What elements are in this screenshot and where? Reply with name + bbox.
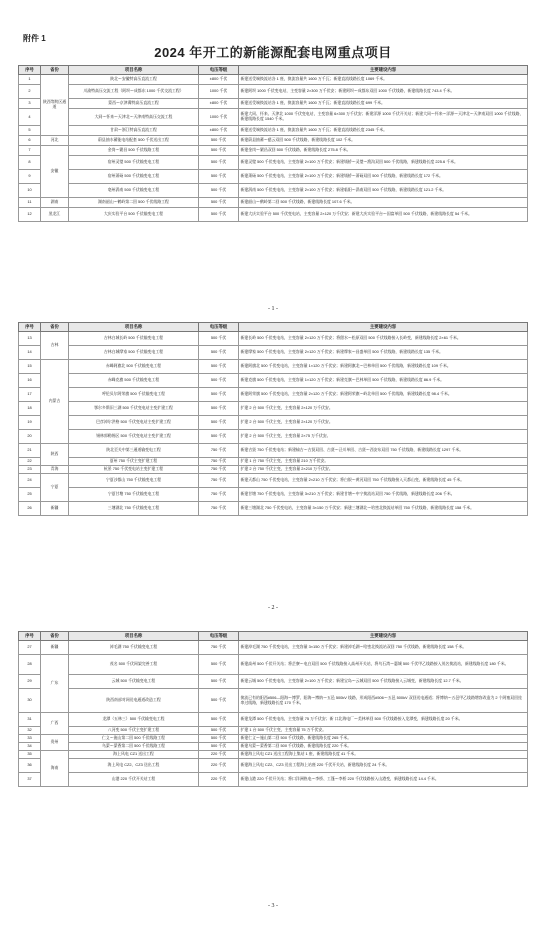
table-row [19,466,528,474]
table-row [19,126,528,136]
construction-content: 扩建 2 台 500 千伏主变，主变容量 2×120 万千伏安。 [239,402,528,416]
province-cell: 新疆 [41,502,69,516]
project-name: 大庆实验平台 500 千伏输变电工程 [69,208,199,222]
column-header: 省份 [41,323,69,332]
row-number: 13 [19,332,41,346]
province-cell: 宁夏 [41,474,69,502]
project-name: 湖南韶山～鹤岭第二回 500 千伏线路工程 [69,198,199,208]
row-number: 36 [19,759,41,773]
table-row [19,689,528,713]
voltage-level: 750 千伏 [199,488,239,502]
column-header: 主要建设内容 [239,323,528,332]
row-number: 1 [19,75,41,85]
construction-content: 新建大庆实验平台 500 千伏变电站，主变容量 2×120 万千伏安；新建大庆实验平台～国富单回 500 千伏线路，新建线路长度 54 千米。 [239,208,528,222]
row-number: 20 [19,430,41,444]
table-row [19,474,528,488]
table-row [19,773,528,787]
construction-content: 新建阿坝 1000 千伏变电站，主变容量 2×300 万千伏安；新建阿坝～成都东双回 1000 千伏线路，新建线路长度 743.4 千米。 [239,85,528,99]
project-name: 吉林白城长岭 500 千伏输变电工程 [69,332,199,346]
voltage-level: 500 千伏 [199,430,239,444]
projects-table [18,631,528,787]
table-row [19,502,528,516]
table-row [19,99,528,109]
voltage-level: 500 千伏 [199,713,239,727]
construction-content: 新建乌蒙～蒙香第二回 500 千伏线路，新建线路长度 220 千米。 [239,743,528,751]
voltage-level: 500 千伏 [199,655,239,675]
construction-content: 新建云城 500 千伏变电站，主变容量 2×100 万千伏安；新建宝岛～云城双回 500 千伏线路接入云城变，新建线路长度 12.7 千米。 [239,675,528,689]
table-row [19,170,528,184]
project-name: 云城 500 千伏输变电工程 [69,675,199,689]
row-number: 24 [19,474,41,488]
row-number: 6 [19,136,41,146]
table-row [19,735,528,743]
province-cell: 陕西 [41,444,69,466]
project-name: 蒙西～京津冀特高压直流工程 [69,99,199,109]
construction-content: 新建克旗 500 千伏变电站，主变容量 1×120 万千伏安；新建克旗～巴林单回 500 千伏线路，新建线路长度 86.9 千米。 [239,374,528,388]
project-name: 陕北～安徽特高压直流工程 [69,75,199,85]
construction-content: 新建萧砀 500 千伏变电站，主变容量 2×100 万千伏安；新建埇桥～萧砀双回 500 千伏线路，新建线路长度 172 千米。 [239,170,528,184]
voltage-level: 500 千伏 [199,184,239,198]
province-cell: 黑龙江 [41,208,69,222]
column-header: 项目名称 [69,66,199,75]
table-row [19,655,528,675]
row-number: 5 [19,126,41,136]
project-name: 甘肃～浙江特高压直流工程 [69,126,199,136]
row-number: 33 [19,735,41,743]
column-header: 电压等级 [199,632,239,641]
province-cell: 广东 [41,655,69,713]
row-number: 8 [19,156,41,170]
table-row [19,430,528,444]
project-name: 海上风电 CZ2、CZ3 送出工程 [69,759,199,773]
province-cell: 内蒙古 [41,360,69,444]
row-number: 34 [19,743,41,751]
row-number: 10 [19,184,41,198]
row-number: 3 [19,99,41,109]
voltage-level: 500 千伏 [199,156,239,170]
table-row [19,346,528,360]
table-row [19,109,528,126]
project-name: 锡林郭勒锡区 500 千伏变电站主变扩建工程 [69,430,199,444]
project-name: 呼伦贝尔阿荣旗 500 千伏输变电工程 [69,388,199,402]
project-name: 杭景 750 千伏变电站主变扩建工程 [69,466,199,474]
project-name: 吉林白城摩家 500 千伏输变电工程 [69,346,199,360]
construction-content: 新建送受端换流站各 1 座，换流容量共 1600 万千瓦；新建直流线路长度 1069 千米。 [239,75,528,85]
column-header: 电压等级 [199,323,239,332]
voltage-level: 750 千伏 [199,458,239,466]
construction-content: 新建龙潭 500 千伏变电站，主变容量 75 万千伏安；新 口北海电厂～美林单回 500 千伏线路接入龙潭变，新建线路长度 20 千米。 [239,713,528,727]
row-number: 32 [19,727,41,735]
row-number: 16 [19,374,41,388]
voltage-level: 220 千伏 [199,773,239,787]
project-name: 陕北至关中第三通道输变电工程 [69,444,199,458]
row-number: 22 [19,458,41,466]
table-header-row [19,66,528,75]
construction-content: 新建仁义～施山第二回 500 千伏线路，新建线路长度 265 千米。 [239,735,528,743]
province-cell: 湖南 [41,198,69,208]
table-row [19,156,528,170]
province-cell: 新疆 [41,641,69,655]
voltage-level: 500 千伏 [199,360,239,374]
row-number: 30 [19,689,41,713]
construction-content: 新建送受端换流站各 1 座，换流容量共 1600 万千瓦；新建直流线路长度 2345 千米。 [239,126,528,136]
construction-content: 新建海上风电 CZ1 送出工程海上集站 1 座，新建线路长度 41 千米。 [239,751,528,759]
row-number: 26 [19,502,41,516]
voltage-level: 500 千伏 [199,136,239,146]
table-row [19,360,528,374]
table-row [19,332,528,346]
project-name: 宁夏甘塘 750 千伏输变电工程 [69,488,199,502]
table-row [19,751,528,759]
construction-content: 新建韶山～鹤岭第二回 500 千伏线路，新建线路长度 107.6 千米。 [239,198,528,208]
voltage-level: 500 千伏 [199,332,239,346]
column-header: 主要建设内容 [239,66,528,75]
construction-content: 新建金岗～繁昌双回 500 千伏线路，新建线路长度 275.8 千米。 [239,146,528,156]
project-name: 八河变 500 千伏主变扩建工程 [69,727,199,735]
table-section-2 [18,322,527,516]
row-number: 29 [19,675,41,689]
project-name: 蔚县抽水蓄能电站配套 500 千伏送出工程 [69,136,199,146]
project-name: 乌蒙～蒙香第二回 500 千伏线路工程 [69,743,199,751]
construction-content: 新建蔚县抽蓄～慈云双回 500 千伏线路，新建线路长度 102 千米。 [239,136,528,146]
voltage-level: 500 千伏 [199,675,239,689]
construction-content: 扩建 2 台 500 千伏主变，主变容量 2×120 万千伏安。 [239,416,528,430]
project-name: 淖毛湖 750 千伏输变电工程 [69,641,199,655]
construction-content: 新建高州 500 千伏开关站；将芷寮～电白双回 500 千伏线路接入高州开关站，将鸟石湾～惠城 500 千伏甲乙线路接入茂名换流站，新建线路长度 180 千米。 [239,655,528,675]
construction-content: 扩建 1 台 750 千伏主变，主变容量 210 万千伏安。 [239,458,528,466]
construction-content: 新建淖毛湖 750 千伏变电站，主变容量 3×150 万千伏安；新建淖毛湖～哈密北换流站双回 750 千伏线路，新建线路长度 158 千米。 [239,641,528,655]
voltage-level: 500 千伏 [199,346,239,360]
voltage-level: 750 千伏 [199,502,239,516]
attachment-label: 附件 1 [23,34,46,43]
construction-content: 新建阿旗北 500 千伏变电站，主变容量 1×120 万千伏安；新建阿旗北～巴林单回 500 千伏线路，新建线路长度 109 千米。 [239,360,528,374]
voltage-level: 500 千伏 [199,198,239,208]
voltage-level: 500 千伏 [199,374,239,388]
province-cell: 贵州 [41,735,69,751]
project-name: 赤峰阿旗北 500 千伏输变电工程 [69,360,199,374]
voltage-level: 220 千伏 [199,759,239,773]
project-name: 陕西南部对网送电通道改造工程 [69,689,199,713]
project-name: 宿州萧砀 500 千伏输变电工程 [69,170,199,184]
table-row [19,85,528,99]
column-header: 省份 [41,66,69,75]
table-row [19,146,528,156]
document-title: 2024 年开工的新能源配套电网重点项目 [154,45,392,60]
row-number: 19 [19,416,41,430]
table-row [19,444,528,458]
column-header: 序号 [19,632,41,641]
project-name: 川渝特高压交流工程（阿坝～成都东 1000 千伏交流工程） [69,85,199,99]
province-cell: 陕西等跨区通道 [41,75,69,136]
voltage-level: ±800 千伏 [199,99,239,109]
table-section-1 [18,65,527,222]
row-number: 17 [19,388,41,402]
construction-content: 扩建 1 台 500 千伏主变，主变容量 75 万千伏安。 [239,727,528,735]
column-header: 序号 [19,66,41,75]
project-name: 鄂尔多斯旧三湖 500 千伏变电站主变扩建工程 [69,402,199,416]
table-row [19,388,528,402]
page-number: - 2 - [268,605,278,611]
column-header: 项目名称 [69,323,199,332]
construction-content: 新建摩家 500 千伏变电站，主变容量 2×120 万千伏安；新建摩家～昌盛单回 500 千伏线路，新建线路长度 135 千米。 [239,346,528,360]
province-cell: 河北 [41,136,69,146]
voltage-level: 750 千伏 [199,444,239,458]
row-number: 9 [19,170,41,184]
voltage-level: 500 千伏 [199,170,239,184]
province-cell: 安徽 [41,146,69,198]
row-number: 4 [19,109,41,126]
table-row [19,488,528,502]
table-row [19,641,528,655]
project-name: 海上风电 CZ1 送出工程 [69,751,199,759]
row-number: 37 [19,773,41,787]
row-number: 35 [19,751,41,759]
table-row [19,458,528,466]
project-name: 巴彦淖尔洪格 500 千伏变电站主变扩建工程 [69,416,199,430]
column-header: 项目名称 [69,632,199,641]
project-name: 大同～怀来～天津北～天津南特高压交流工程 [69,109,199,126]
project-name: 宿州灵璧 500 千伏输变电工程 [69,156,199,170]
row-number: 28 [19,655,41,675]
voltage-level: 750 千伏 [199,466,239,474]
row-number: 7 [19,146,41,156]
table-row [19,759,528,773]
project-name: 三塘湖北 750 千伏输变电工程 [69,502,199,516]
row-number: 18 [19,402,41,416]
table-row [19,727,528,735]
row-number: 12 [19,208,41,222]
construction-content: 新建阿荣旗 500 千伏变电站，主变容量 2×120 万千伏安；新建阿荣旗～岭北单回 500 千伏线路，新建线路长度 98.4 千米。 [239,388,528,402]
province-cell: 广西 [41,713,69,735]
voltage-level: 500 千伏 [199,689,239,713]
row-number: 25 [19,488,41,502]
table-header-row [19,632,528,641]
row-number: 14 [19,346,41,360]
row-number: 27 [19,641,41,655]
project-name: 宁夏沙都山 750 千伏输变电工程 [69,474,199,488]
page-number: - 1 - [268,306,278,312]
voltage-level: 500 千伏 [199,388,239,402]
province-cell: 吉林 [41,332,69,360]
construction-content: 新建涡南 500 千伏变电站，主变容量 2×100 万千伏安；新建临阳～涡南双回 500 千伏线路，新建线路长度 121.2 千米。 [239,184,528,198]
column-header: 主要建设内容 [239,632,528,641]
row-number: 15 [19,360,41,374]
construction-content: 新建山港 220 千伏开关站；将口洋洲热电～李桥、工篷～李桥 220 千伏线路接入山港变，新建线路长度 14.4 千米。 [239,773,528,787]
column-header: 电压等级 [199,66,239,75]
column-header: 序号 [19,323,41,332]
construction-content: 新建送受端换流站各 1 座，换流容量共 1600 万千瓦；新建直流线路长度 699 千米。 [239,99,528,109]
construction-content: 新建海上风电 CZ2、CZ3 送出工程海上站座 220 千伏开关站，新建线路长度 24 千米。 [239,759,528,773]
table-row [19,374,528,388]
projects-table [18,322,528,516]
voltage-level: 1000 千伏 [199,109,239,126]
voltage-level: ±800 千伏 [199,75,239,85]
construction-content: 新建天都山 750 千伏变电站，主变容量 2×210 万千伏安；将白银～黄河双回 750 千伏线路接入天都山变，新建线路长度 45 千米。 [239,474,528,488]
column-header: 省份 [41,632,69,641]
row-number: 21 [19,444,41,458]
project-name: 亳州涡南 500 千伏输变电工程 [69,184,199,198]
table-row [19,416,528,430]
table-section-3 [18,631,527,787]
voltage-level: 1000 千伏 [199,85,239,99]
row-number: 11 [19,198,41,208]
voltage-level: 500 千伏 [199,146,239,156]
project-name: 赤峰克旗 500 千伏输变电工程 [69,374,199,388]
table-header-row [19,323,528,332]
row-number: 31 [19,713,41,727]
construction-content: 新建长岭 500 千伏变电站，主变容量 2×120 万千伏安；将甜水～松原双回 500 千伏线路接入长岭变，新建线路长度 2×61 千米。 [239,332,528,346]
voltage-level: 500 千伏 [199,727,239,735]
voltage-level: 750 千伏 [199,641,239,655]
voltage-level: 220 千伏 [199,751,239,759]
table-row [19,743,528,751]
construction-content: 新建三塘湖北 750 千伏变电站，主变容量 3×150 万千伏安；新建三塘湖北～哈密北换流站单回 750 千伏线路，新建线路长度 158 千米。 [239,502,528,516]
voltage-level: 500 千伏 [199,208,239,222]
table-row [19,208,528,222]
voltage-level: 500 千伏 [199,416,239,430]
construction-content: 换流已有的阳西#506—阳海～博罗、阳海～博纳～五邑 500kV 线路，形成阳西#506～五邑 500kV 双回送电通道；将博纳～五邑甲乙线路增容改造为 2 个阿塞双回挂串过线路，新建线路长度 170 千米。 [239,689,528,713]
project-name: 夏州 750 千伏主变扩建工程 [69,458,199,466]
table-row [19,184,528,198]
voltage-level: 500 千伏 [199,402,239,416]
table-row [19,675,528,689]
project-name: 茂名 500 千伏网架完善工程 [69,655,199,675]
voltage-level: 500 千伏 [199,735,239,743]
table-row [19,136,528,146]
construction-content: 新建大同、怀来、天津北 1000 千伏变电站，主变容量 6×300 万千伏安；新建洋源 1000 千伏开关站；新建大同～怀来～洋源～天津北～天津南双回 1000 千伏线路，新建线路长度 1540 千米。 [239,109,528,126]
construction-content: 扩建 2 台 500 千伏主变，主变容量 2×75 万千伏安。 [239,430,528,444]
row-number: 23 [19,466,41,474]
construction-content: 扩建 2 台 750 千伏主变，主变容量 2×210 万千伏安。 [239,466,528,474]
table-row [19,75,528,85]
construction-content: 新建吉贤 750 千伏变电站；新建榆古～古贤双回、古贤～泾川单回、古贤～西安东双回 750 千伏线路，新建线路长度 1297 千米。 [239,444,528,458]
table-row [19,713,528,727]
voltage-level: 750 千伏 [199,474,239,488]
page-number: - 3 - [268,903,278,909]
project-name: 金岗～繁昌 500 千伏线路工程 [69,146,199,156]
project-name: 山港 220 千伏开关站工程 [69,773,199,787]
construction-content: 新建灵璧 500 千伏变电站，主变容量 2×100 万千伏安；新建埇桥～灵璧～渔沟双回 500 千伏线路，新建线路长度 225.6 千米。 [239,156,528,170]
voltage-level: 500 千伏 [199,743,239,751]
table-row [19,402,528,416]
table-row [19,198,528,208]
project-name: 仁义～施山第二回 500 千伏线路工程 [69,735,199,743]
voltage-level: ±800 千伏 [199,126,239,136]
project-name: 龙潭（五林三）500 千伏输变电工程 [69,713,199,727]
projects-table [18,65,528,222]
row-number: 2 [19,85,41,99]
province-cell: 青海 [41,466,69,474]
province-cell: 海南 [41,751,69,787]
construction-content: 新建甘塘 750 千伏变电站，主变容量 3×210 万千伏安；新建甘塘～中宁换流站双回 750 千伏线路，新建线路长度 206 千米。 [239,488,528,502]
